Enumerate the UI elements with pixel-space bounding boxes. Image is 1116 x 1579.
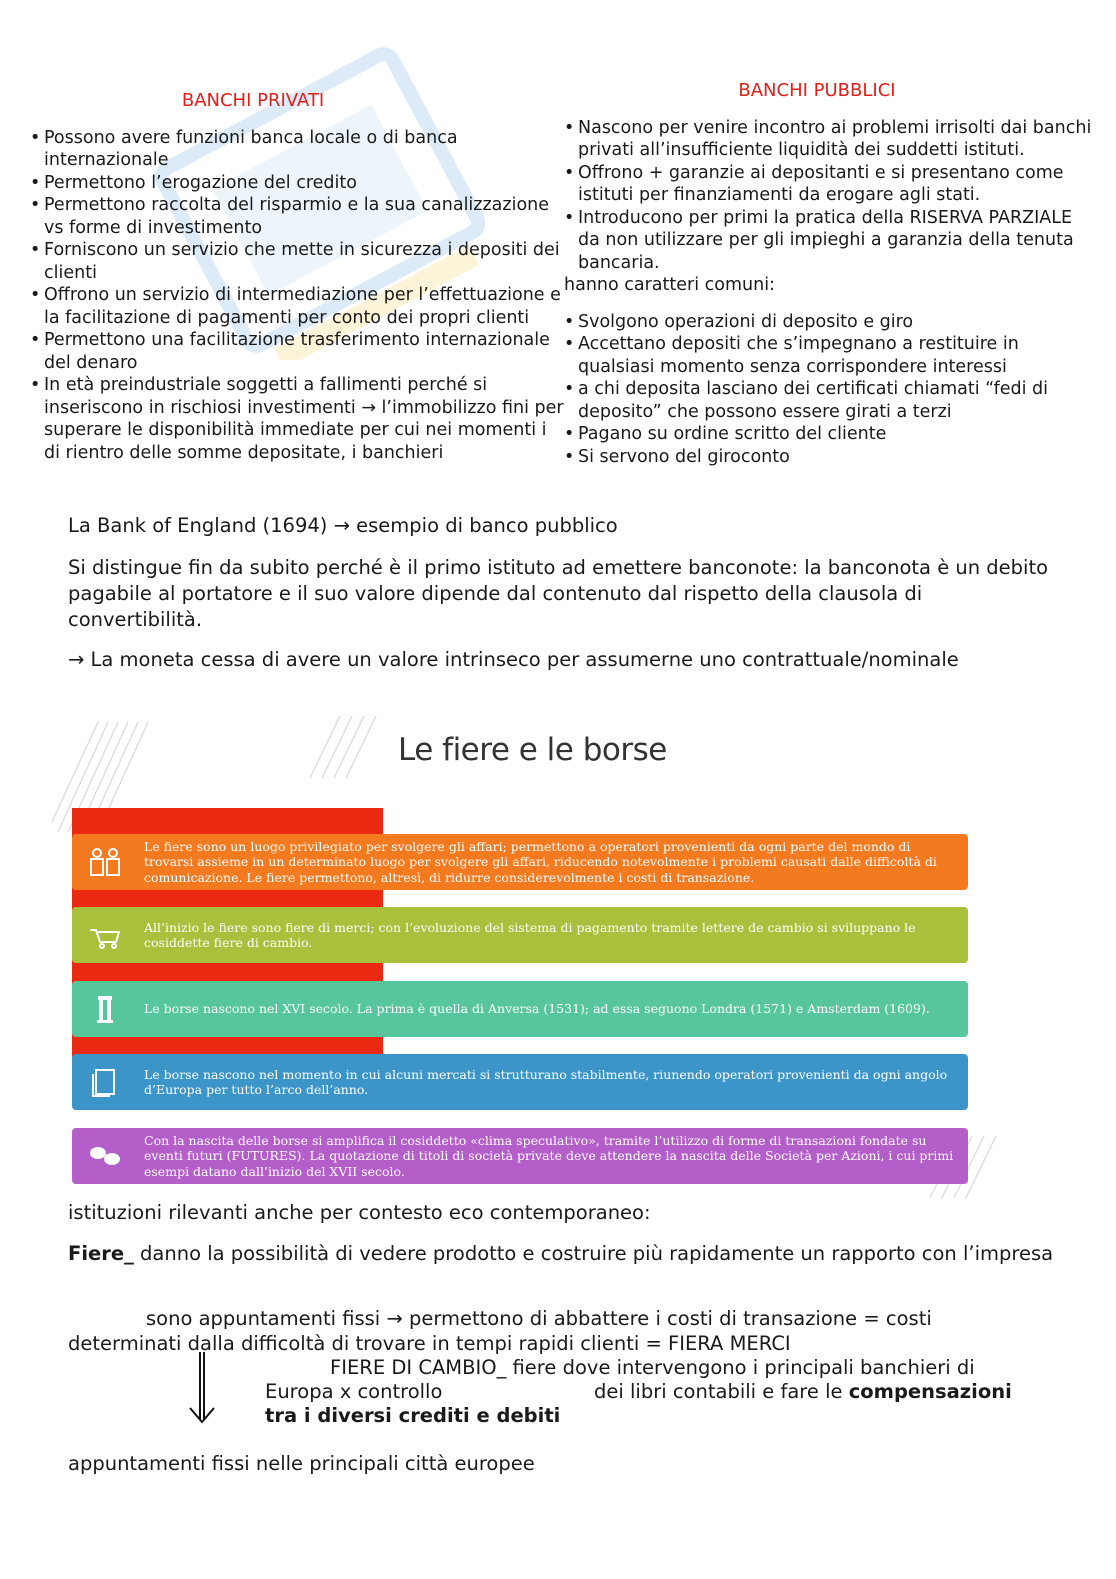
documents-icon (88, 1067, 122, 1097)
list-item: • a chi deposita lasciano dei certificati chiamati “fedi di deposito” che possono essere girati a terzi (562, 378, 1092, 423)
info-bar-text: Le borse nascono nel momento in cui alcuni mercati si strutturano stabilmente, riunendo operatori provenienti da ogni angolo d’Europa per tutto l’arco dell’anno. (144, 1066, 948, 1097)
info-bar-text: Con la nascita delle borse si amplifica il cosiddetto «clima speculativo», tramite l’utilizzo di forme di transazioni fondate su eventi futuri (FUTURES). La quotazione di titoli di società private deve attendere la nascita delle Società per Azioni, i cui primi esempi datano dall’inizio del XVII secolo. (144, 1132, 954, 1179)
common-traits-intro: hanno caratteri comuni: (564, 275, 775, 295)
list-item: • Svolgono operazioni di deposito e giro (562, 311, 1092, 334)
info-bar-fairs (72, 834, 968, 890)
public-banks-column (562, 80, 1092, 492)
fiere-cambio-text: dei libri contabili e fare le (594, 1380, 849, 1403)
list-item: • Forniscono un servizio che mette in sicurezza i depositi dei clienti (28, 239, 568, 284)
fiere-cambio-line2a: Europa x controllo (265, 1380, 443, 1403)
list-item: • Pagano su ordine scritto del cliente (562, 423, 1092, 446)
list-item: • Introducono per primi la pratica della RISERVA PARZIALE da non utilizzare per gli impieghi a garanzia della tenuta bancaria. (562, 207, 1092, 275)
list-item: • Possono avere funzioni banca locale o di banca internazionale (28, 127, 568, 172)
list-item: • Offrono + garanzie ai depositanti e si presentano come istituti per finanziamenti da erogare agli stati. (562, 162, 1092, 207)
down-arrow-icon (186, 1350, 216, 1426)
fiere-cambio-line3 (265, 1403, 765, 1429)
appointments-line2: determinati dalla difficoltà di trovare in tempi rapidi clienti = FIERA MERCI (68, 1332, 791, 1355)
list-item: • Nascono per venire incontro ai problemi irrisolti dai banchi privati all’insufficiente liquidità dei suddetti istituti. (562, 117, 1092, 162)
fiere-text: danno la possibilità di vedere prodotto e costruire più rapidamente un rapporto con l’impresa (133, 1242, 1054, 1265)
list-item: • Offrono un servizio di intermediazione per l’effettuazione e la facilitazione di pagamenti per conto dei propri clienti (28, 284, 568, 329)
info-bar-merchandise (72, 907, 968, 963)
handshake-icon (88, 1141, 122, 1171)
private-banks-column (28, 90, 568, 486)
cities-line: appuntamenti fissi nelle principali città europee (68, 1452, 535, 1475)
infographic-title: Le fiere e le borse (398, 732, 667, 768)
fiere-cambio-line2b (594, 1379, 1054, 1405)
public-banks-heading: BANCHI PUBBLICI (738, 80, 896, 101)
people-icon (88, 847, 122, 877)
hatch-decoration (300, 712, 380, 782)
cart-icon (88, 920, 122, 950)
list-item: • Si servono del giroconto (562, 446, 1092, 469)
info-bar-exchanges-origin (72, 981, 968, 1037)
banknote-paragraph: Si distingue fin da subito perché è il primo istituto ad emettere banconote: la banconota è un debito pagabile al portatore e il suo valore dipende dal contenuto dal rispetto della clausola di convertibilità. (68, 556, 1049, 631)
fiere-paragraph (68, 1241, 1058, 1267)
list-item: • Accettano depositi che s’impegnano a restituire in qualsiasi momento senza corrispondere interessi (562, 333, 1092, 378)
info-bar-text: All’inizio le fiere sono fiere di merci; con l’evoluzione del sistema di pagamento tramite lettere de cambio si sviluppano le cosiddette fiere di cambio. (144, 919, 916, 950)
list-item: • In età preindustriale soggetti a fallimenti perché si inseriscono in rischiosi investimenti → l’immobilizzo fini per superare le disponibilità immediate per cui nei momenti i di rientro delle somme depositate, i banchieri (28, 374, 568, 464)
money-value-line: → La moneta cessa di avere un valore intrinseco per assumerne uno contrattuale/nominale (68, 648, 959, 671)
list-item: • Permettono l’erogazione del credito (28, 172, 568, 195)
common-traits-list (562, 311, 1092, 469)
crediti-debiti-bold: tra i diversi crediti e debiti (265, 1404, 561, 1427)
institutions-line: istituzioni rilevanti anche per contesto eco contemporaneo: (68, 1201, 651, 1224)
list-item: • Permettono una facilitazione trasferimento internazionale del denaro (28, 329, 568, 374)
fairs-and-exchanges-infographic (40, 712, 1000, 1202)
info-bar-stable-markets (72, 1054, 968, 1110)
fiere-cambio-line1: FIERE DI CAMBIO_ fiere dove intervengono i principali banchieri di (330, 1356, 975, 1379)
private-banks-list (28, 127, 568, 465)
list-item: • Permettono raccolta del risparmio e la sua canalizzazione vs forme di investimento (28, 194, 568, 239)
fiere-label: Fiere_ (68, 1242, 134, 1265)
compensazioni-bold: compensazioni (848, 1380, 1012, 1403)
private-banks-heading: BANCHI PRIVATI (181, 90, 325, 111)
info-bar-speculation (72, 1128, 968, 1184)
column-icon (88, 994, 122, 1024)
public-banks-list (562, 117, 1092, 275)
bank-of-england-line: La Bank of England (1694) → esempio di banco pubblico (68, 514, 618, 537)
info-bar-text: Le borse nascono nel XVI secolo. La prima è quella di Anversa (1531); ad essa seguono Londra (1571) e Amsterdam (1609). (144, 1001, 930, 1017)
appointments-line1: sono appuntamenti fissi → permettono di abbattere i costi di transazione = costi (146, 1307, 932, 1330)
info-bar-text: Le fiere sono un luogo privilegiato per svolgere gli affari; permettono a operatori provenienti da ogni parte del mondo di trovarsi assieme in un determinato luogo per svolgere gli affari, riducendo notevolmente i problemi causati dalle difficoltà di comunicazione. Le fiere permettono, altresì, di ridurre considerevolmente i costi di transazione. (144, 838, 937, 885)
